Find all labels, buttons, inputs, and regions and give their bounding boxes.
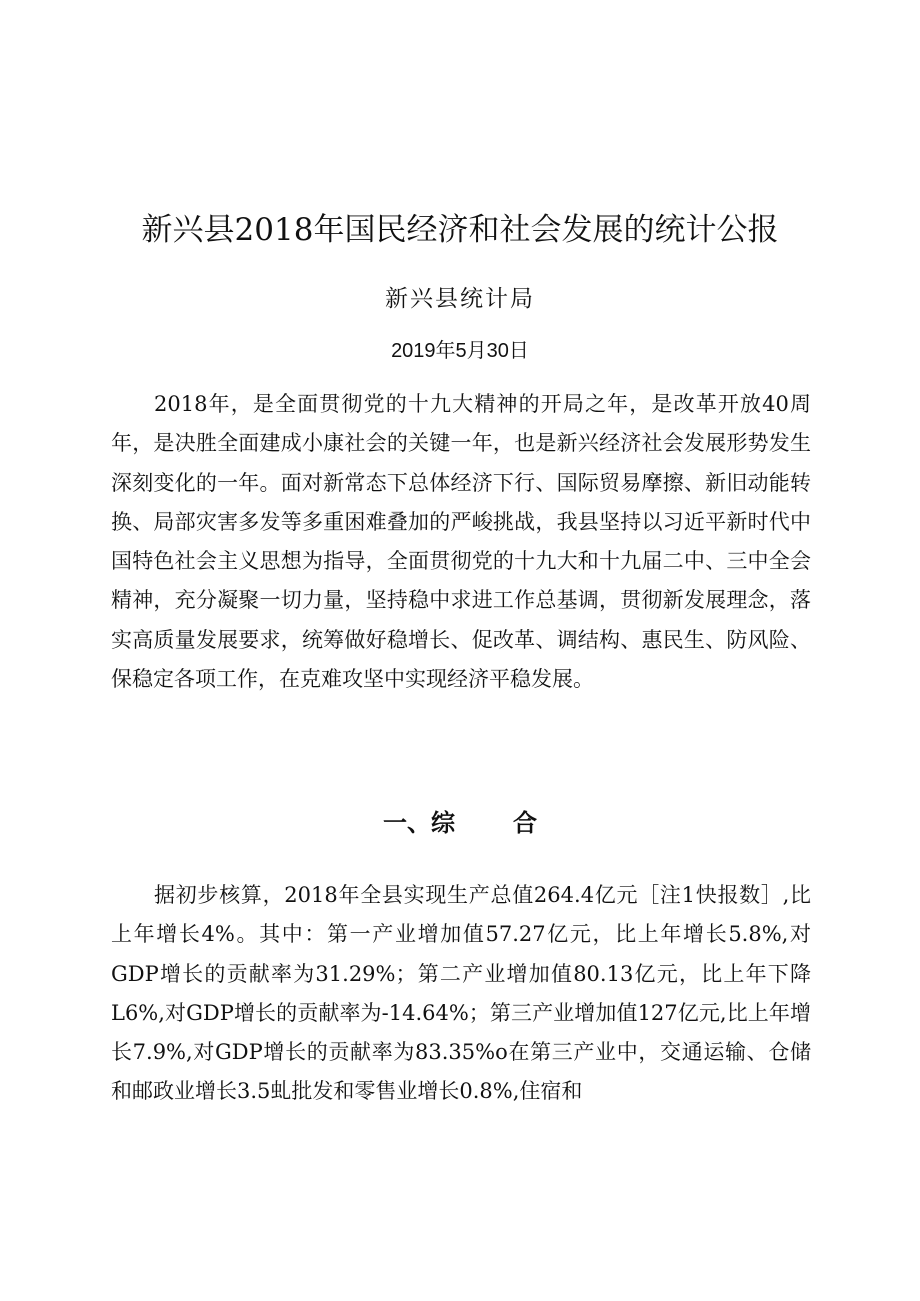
section-heading-1 [0, 803, 920, 843]
section-number: 一、 [383, 808, 431, 837]
document-date: 2019年5月30日 [391, 340, 529, 362]
section-title-char-1: 综 [431, 808, 455, 837]
document-title: 新兴县2018年国民经济和社会发展的统计公报 [141, 212, 779, 248]
document-author: 新兴县统计局 [385, 286, 535, 312]
section1-paragraph: 据初步核算，2018年全县实现生产总值264.4亿元［注1快报数］,比上年增长4%。其中：第一产业增加值57.27亿元，比上年增长5.8%,对GDP增长的贡献率为31.29%；第二产业增加值80.13亿元，比上年下降L6%,对GDP增长的贡献率为-14.64%；第三产业增加值127亿元,比上年增长7.9%,对GDP增长的贡献率为83.35%o在第三产业中，交通运输、仓储和邮政业增长3.5虬批发和零售业增长0.8%,住宿和 [111, 883, 811, 1104]
intro-paragraph: 2018年，是全面贯彻党的十九大精神的开局之年，是改革开放40周年，是决胜全面建成小康社会的关键一年，也是新兴经济社会发展形势发生深刻变化的一年。面对新常态下总体经济下行、国际贸易摩擦、新旧动能转换、局部灾害多发等多重困难叠加的严峻挑战，我县坚持以习近平新时代中国特色社会主义思想为指导，全面贯彻党的十九大和十九届二中、三中全会精神，充分凝聚一切力量，坚持稳中求进工作总基调，贯彻新发展理念，落实高质量发展要求，统筹做好稳增长、促改革、调结构、惠民生、防风险、保稳定各项工作，在克难攻坚中实现经济平稳发展。 [111, 392, 811, 692]
section-title-char-2: 合 [513, 808, 537, 837]
